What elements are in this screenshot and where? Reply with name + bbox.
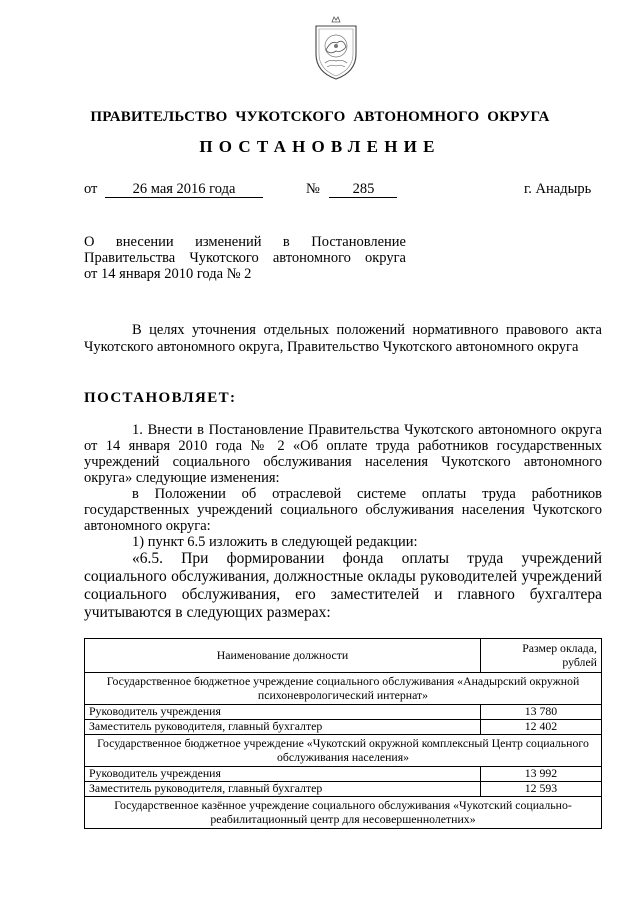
government-title: ПРАВИТЕЛЬСТВО ЧУКОТСКОГО АВТОНОМНОГО ОКРУГА [90,109,550,125]
row-position: Руководитель учреждения [85,705,481,720]
row-salary: 13 992 [481,767,602,782]
row-salary: 13 780 [481,705,602,720]
group-title: Государственное бюджетное учреждение «Чукотский окружной комплексный Центр социального обслуживания населения» [85,735,602,767]
paragraph-2: в Положении об отраслевой системе оплаты труда работников государственных учреждений социального обслуживания населения Чукотского автономного округа: [84,486,602,534]
row-position: Заместитель руководителя, главный бухгалтер [85,782,481,797]
row-position: Заместитель руководителя, главный бухгалтер [85,720,481,735]
number-value: 285 [329,182,397,198]
paragraph-4: «6.5. При формировании фонда оплаты труда учреждений социального обслуживания, должностные оклады руководителей учреждений социального обслуживания, его заместителей и главного бухгалтера учитываются в следующих размерах: [84,550,602,621]
row-salary: 12 593 [481,782,602,797]
table-row [85,782,602,797]
table-header-row [85,639,602,673]
subject-line-2: Правительства Чукотского автономного округа [84,250,406,266]
table-group-row [85,673,602,705]
table-group-row [85,735,602,767]
group-title: Государственное казённое учреждение социального обслуживания «Чукотский социально-реабилитационный центр для несовершеннолетних» [85,797,602,829]
row-salary: 12 402 [481,720,602,735]
document-subject [84,234,406,282]
number-label: № [306,181,320,197]
chukotka-coat-of-arms-icon [310,16,362,82]
resolution-body [84,422,602,622]
salary-table [84,638,602,829]
table-row [85,705,602,720]
paragraph-1: 1. Внести в Постановление Правительства Чукотского автономного округа от 14 января 2010 года № 2 «Об оплате труда работников государственных учреждений социального обслуживания населения Чукотского автономного округа» следующие изменения: [84,422,602,486]
paragraph-3: 1) пункт 6.5 изложить в следующей редакции: [132,534,418,550]
table-row [85,767,602,782]
header-salary: Размер оклада, рублей [481,639,602,673]
group-title: Государственное бюджетное учреждение социального обслуживания «Анадырский окружной психоневрологический интернат» [85,673,602,705]
date-value: 26 мая 2016 года [105,182,263,198]
resolve-heading: ПОСТАНОВЛЯЕТ: [84,390,237,406]
row-position: Руководитель учреждения [85,767,481,782]
subject-line-3: от 14 января 2010 года № 2 [84,266,252,282]
date-field [84,181,263,198]
subject-line-1: О внесении изменений в Постановление [84,234,406,250]
document-type: ПОСТАНОВЛЕНИЕ [199,137,441,156]
preamble-paragraph: В целях уточнения отдельных положений нормативного правового акта Чукотского автономного округа, Правительство Чукотского автономного округа [84,322,602,355]
number-field [306,181,397,198]
header-position: Наименование должности [85,639,481,673]
date-label: от [84,181,98,197]
table-group-row [85,797,602,829]
city: г. Анадырь [524,181,592,197]
table-row [85,720,602,735]
